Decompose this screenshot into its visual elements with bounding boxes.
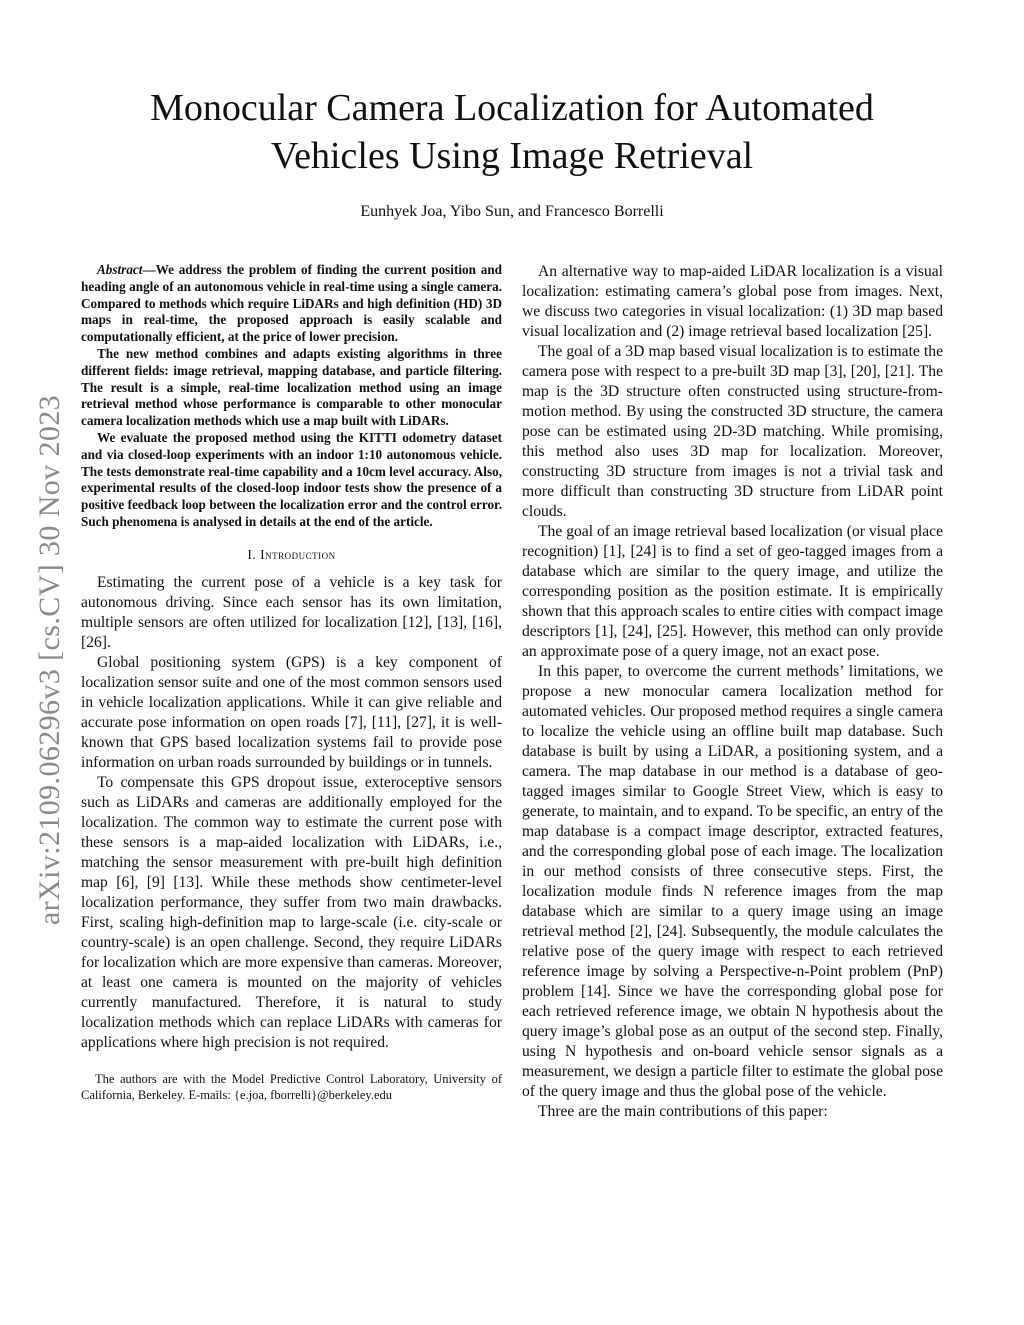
right-paragraph-4: In this paper, to overcome the current methods’ limitations, we propose a new monocular camera localization method for automated vehicles. Our proposed method requires a single camera to localize the vehicle using an offline built map database. Such database is built by using a LiDAR, a positioning system, and a camera. The map database in our method is a database of geo-tagged images similar to Google Street View, which is easy to generate, to maintain, and to expand. To be specific, an entry of the map database is a compact image descriptor, extracted features, and the corresponding global pose of each image. The localization in our method consists of three consecutive steps. First, the localization module finds N reference images from the map database which are similar to a query image using an image retrieval method [2], [24]. Subsequently, the module calculates the relative pose of the query image with respect to each retrieved reference image by solving a Perspective-n-Point problem (PnP) problem [14]. Since we have the corresponding global pose for each retrieved reference image, we obtain N hypothesis about the query image’s global pose as an output of the second step. Finally, using N hypothesis and on-board vehicle sensor signals as a measurement, we design a particle filter to estimate the global pose of the query image and thus the global pose of the vehicle. — [522, 663, 943, 1100]
abstract-paragraph-1: Abstract—We address the problem of finding the current position and heading angle of an autonomous vehicle in real-time using a single camera. Compared to methods which require LiDARs and high definition (HD) 3D maps in real-time, the proposed approach is easily scalable and computationally efficient, at the price of lower precision. — [81, 262, 502, 345]
right-paragraph-2: The goal of a 3D map based visual localization is to estimate the camera pose with respect to a pre-built 3D map [3], [20], [21]. The map is the 3D structure often constructed using structure-from-motion method. By using the constructed 3D structure, the camera pose can be estimated using 2D-3D matching. While promising, this method also uses 3D map for localization. Moreover, constructing 3D structure from images is not a trivial task and more difficult than constructing 3D structure from LiDAR point clouds. — [522, 343, 943, 520]
intro-paragraph-1: Estimating the current pose of a vehicle is a key task for autonomous driving. Since each sensor has its own limitation, multiple sensors are often utilized for localization [12], [13], [16], [26]. — [81, 573, 502, 651]
paper-title — [60, 84, 964, 180]
abstract-label: Abstract — [97, 262, 143, 277]
author-list: Eunhyek Joa, Yibo Sun, and Francesco Borrelli — [360, 203, 664, 220]
abstract-paragraph-3: We evaluate the proposed method using the KITTI odometry dataset and via closed-loop experiments with an indoor 1:10 autonomous vehicle. The tests demonstrate real-time capability and a 10cm level accuracy. Also, experimental results of the closed-loop indoor tests show the presence of a positive feedback loop between the localization error and the control error. Such phenomena is analysed in details at the end of the article. — [81, 429, 502, 529]
intro-paragraph-2: Global positioning system (GPS) is a key component of localization sensor suite and one of the most common sensors used in vehicle localization applications. While it can give reliable and accurate pose information on open roads [7], [11], [27], it is well-known that GPS based localization systems fail to provide pose information on urban roads surrounded by buildings or in tunnels. — [81, 653, 502, 771]
title-line-1: Monocular Camera Localization for Automated — [150, 87, 874, 129]
abstract-paragraph-2: The new method combines and adapts existing algorithms in three different fields: image retrieval, mapping database, and particle filtering. The result is a simple, real-time localization method using an image retrieval method whose performance is comparable to other monocular camera localization methods which use a map built with LiDARs. — [81, 345, 502, 429]
intro-paragraph-3: To compensate this GPS dropout issue, exteroceptive sensors such as LiDARs and cameras are additionally employed for the localization. The common way to estimate the current pose with these sensors is a map-aided localization with LiDARs, i.e., matching the sensor measurement with pre-built high definition map [6], [9] [13]. While these methods show centimeter-level localization performance, they suffer from two main drawbacks. First, scaling high-definition map to large-scale (i.e. city-scale or country-scale) is an open challenge. Second, they require LiDARs for localization which are more expensive than cameras. Moreover, at least one camera is mounted on the majority of vehicles currently manufactured. Therefore, it is natural to study localization methods which can replace LiDARs with cameras for applications where high precision is not required. — [81, 773, 502, 1051]
right-paragraph-5: Three are the main contributions of this paper: — [538, 1103, 828, 1120]
right-column — [522, 262, 943, 1122]
author-footnote: The authors are with the Model Predictive Control Laboratory, University of California, Berkeley. E-mails: {e.joa, fborrelli}@berkeley.edu — [81, 1071, 502, 1102]
right-paragraph-1: An alternative way to map-aided LiDAR localization is a visual localization: estimating camera’s global pose from images. Next, we discuss two categories in visual localization: (1) 3D map based visual localization and (2) image retrieval based localization [25]. — [522, 263, 943, 340]
arxiv-watermark: arXiv:2109.06296v3 [cs.CV] 30 Nov 2023 — [33, 394, 66, 926]
section-heading: I. Introduction — [247, 546, 336, 562]
right-paragraph-3: The goal of an image retrieval based localization (or visual place recognition) [1], [24] is to find a set of geo-tagged images from a database which are similar to the query image, and utilize the corresponding position as the position estimate. It is empirically shown that this approach scales to entire cities with compact image descriptors [1], [24], [25]. However, this method can only provide an approximate pose of a query image, not an exact pose. — [522, 523, 943, 660]
title-line-2: Vehicles Using Image Retrieval — [270, 135, 754, 177]
abstract — [81, 262, 502, 531]
left-column — [81, 262, 502, 1103]
